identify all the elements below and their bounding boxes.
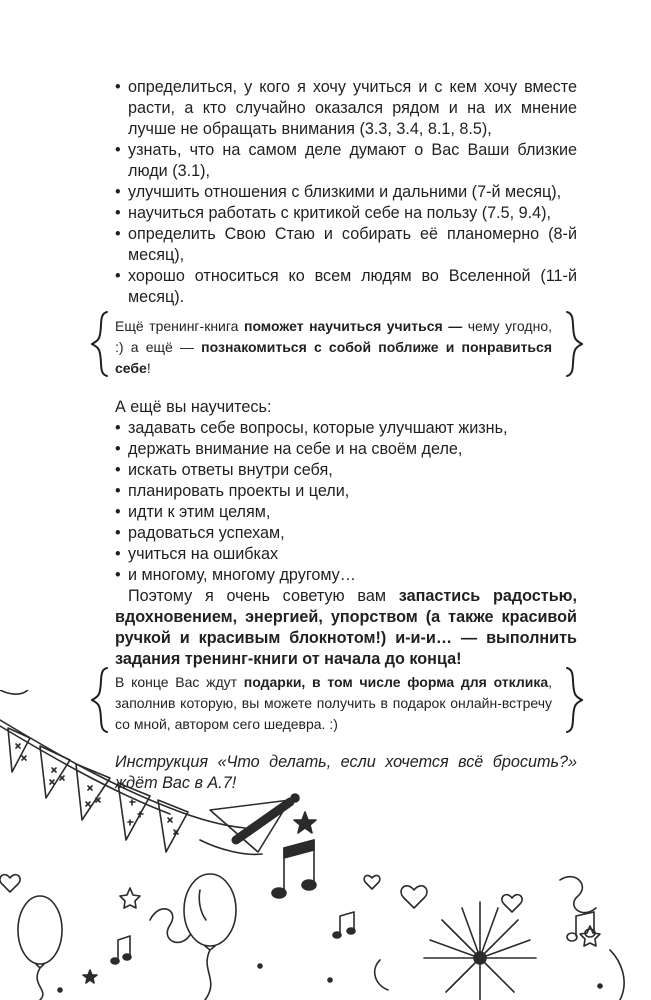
list-item: • идти к этим целям, [115,502,577,523]
list-item: • радоваться успехам, [115,523,577,544]
right-brace-icon [562,310,584,378]
list-item: • улучшить отношения с близкими и дальними (7-й месяц), [115,182,577,203]
firework-icon [424,902,536,1000]
note-text: , заполнив которую, вы можете получить в подарок онлайн-встречу со мной, автором сего шедевра. :) [115,674,552,732]
list-item: • держать внимание на себе и на своём деле, [115,439,577,460]
note-text: В конце Вас ждут [115,674,244,690]
goals-list [115,77,577,308]
note-bold-text: поможет научиться учиться — [243,318,463,334]
list-item: • задавать себе вопросы, которые улучшают жизнь, [115,418,577,439]
advice-paragraph [115,586,577,670]
skills-lead: А ещё вы научитесь: [115,398,272,416]
note-learn-to-learn [115,316,552,379]
note-bold-text: познакомиться с собой поближе и понравиться себе [115,339,552,376]
list-item: • узнать, что на самом деле думают о Вас Ваши близкие люди (3.1), [115,140,577,182]
list-item: • определить Свою Стаю и собирать её планомерно (8-й месяц), [115,224,577,266]
star-icon [120,888,140,908]
star-icon [294,812,316,833]
heart-icon [364,875,380,889]
paragraph-text: Поэтому я очень советую вам [128,587,399,605]
flag-icon [8,728,30,772]
heart-icon [502,895,522,912]
paragraph-bold-text: запастись радостью, вдохновением, энергией, упорством (а также красивой ручкой и красивым блокнотом!) и-и-и… — выполнить задания тренинг-книги от начала до конца! [115,587,577,668]
heart-icon [0,875,20,892]
list-item: • искать ответы внутри себя, [115,460,577,481]
list-item: • определиться, у кого я хочу учиться и с кем хочу вместе расти, а кто случайно оказался рядом и на их мнение лучше не обращать внимания (3.3, 3.4, 8.1, 8.5), [115,77,577,140]
balloon-icon [18,896,62,964]
note-text: Ещё тренинг-книга [115,318,244,334]
flag-icon [118,783,150,840]
skills-section [115,397,577,670]
balloon-icon [184,874,236,946]
goals-list-section [115,77,577,308]
list-item: • научиться работать с критикой себе на пользу (7.5, 9.4), [115,203,577,224]
party-doodles-illustration [0,690,651,1000]
list-item: • планировать проекты и цели, [115,481,577,502]
note-text: чему угодно, :) а ещё — [115,318,552,355]
list-item: • и многому, многому другому… [115,565,577,586]
left-brace-icon [90,310,112,378]
star-icon [83,970,97,983]
note-text: ! [146,360,151,376]
skills-list [115,418,577,586]
instruction-line: Инструкция «Что делать, если хочется всё бросить?» ждёт Вас в А.7! [115,753,577,792]
note-bold-text: подарки, в том числе форма для отклика [243,674,549,690]
heart-icon [401,886,427,908]
flag-icon [158,800,188,852]
list-item: • хорошо относиться ко всем людям во Вселенной (11-й месяц). [115,266,577,308]
list-item: • учиться на ошибках [115,544,577,565]
